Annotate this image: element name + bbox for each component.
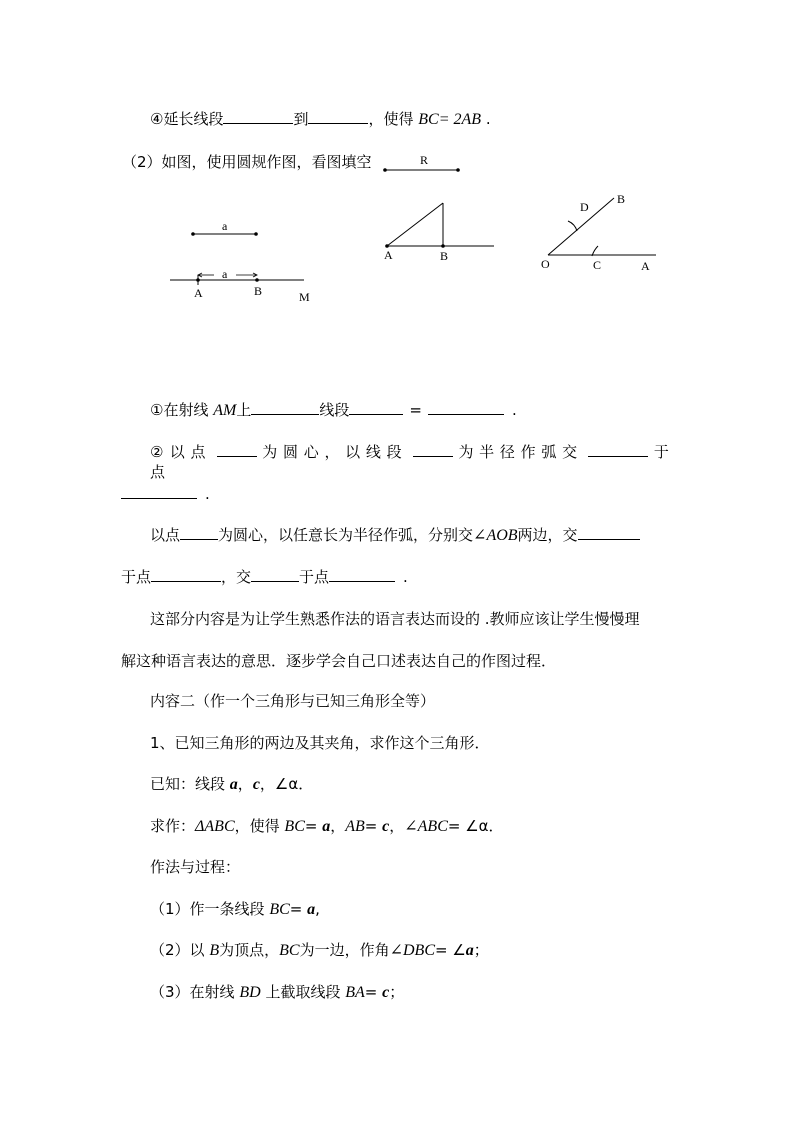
s3-prefix: （3）在射线: [150, 983, 235, 1001]
q1-line: [150, 400, 517, 421]
step4-mid: 到: [293, 110, 309, 128]
fig3-point-c: C: [593, 258, 602, 272]
part2-title-text: （2）如图，使用圆规作图，看图填空: [122, 153, 372, 171]
fig3-point-o: O: [541, 257, 550, 271]
fig3-point-b: B: [617, 192, 626, 206]
q3-blank-1[interactable]: [180, 525, 218, 540]
figure-1: [170, 219, 310, 304]
q3-blank-4[interactable]: [251, 567, 299, 582]
given-sep2: ，∠α．: [259, 775, 314, 793]
fig1-point-m: M: [299, 290, 310, 304]
s2-bc: BC: [279, 942, 300, 959]
q3-line2-prefix: 于点: [121, 568, 152, 586]
s2-mid2: 为一边，作角: [299, 941, 390, 959]
figure-3: [541, 192, 656, 273]
step4-suffix: ，使得: [368, 110, 414, 128]
q2-line2: [121, 484, 210, 504]
find-a: a: [322, 818, 331, 835]
s3-mid: 上截取线段: [265, 983, 341, 1001]
note-line-1: 这部分内容是为让学生熟悉作法的语言表达而设的 .教师应该让学生慢慢理: [150, 610, 640, 628]
q3-line2-mid2: 于点: [299, 568, 330, 586]
fig1-segment-label: a: [222, 219, 228, 233]
s3-eq: =: [364, 983, 383, 1001]
q2-c1: ②: [150, 443, 165, 461]
fig2-point-b: B: [440, 249, 449, 263]
q1-blank-2[interactable]: [349, 400, 403, 415]
q3-blank-5[interactable]: [329, 567, 395, 582]
q3-prefix: 以点: [150, 526, 181, 544]
q2-blank-4[interactable]: [121, 484, 197, 499]
s3-c: c: [382, 984, 390, 1001]
q1-ray: AM: [213, 402, 237, 419]
step4-prefix: ④延长线段: [150, 110, 224, 128]
s3-bd: BD: [239, 984, 261, 1001]
find-bc: BC: [284, 818, 305, 835]
q2-c3: 为圆心，以线段: [262, 443, 408, 461]
s1-prefix: （1）作一条线段: [150, 900, 265, 918]
fig1-point-b: B: [254, 284, 263, 298]
s1-end: ,: [315, 900, 320, 918]
q3-end: .: [403, 568, 408, 586]
find-c: c: [382, 818, 390, 835]
q3-line2: [121, 567, 408, 587]
q2-blank-3[interactable]: [588, 442, 648, 457]
find-sep2: ，: [330, 817, 346, 835]
q2-line: [150, 442, 674, 482]
s2-a: a: [465, 942, 474, 959]
step-1: [150, 899, 320, 920]
find-ab: AB: [345, 818, 365, 835]
s2-prefix: （2）以: [150, 941, 205, 959]
given-label: 已知：线段: [150, 775, 226, 793]
content2-given: [150, 774, 313, 795]
given-c: c: [252, 776, 260, 793]
fig1-point-a: A: [194, 286, 203, 300]
given-sep1: ，: [237, 775, 253, 793]
q1-end: .: [511, 401, 517, 419]
find-triangle: ΔABC: [195, 818, 235, 835]
content2-find: [150, 816, 504, 837]
q3-mid2: 两边，交: [517, 526, 578, 544]
q1-blank-3[interactable]: [428, 400, 504, 415]
q1-prefix: ①在射线: [150, 401, 209, 419]
s3-ba: BA: [345, 984, 365, 1001]
s2-eq: = ∠: [435, 941, 466, 959]
q2-blank-1[interactable]: [217, 442, 257, 457]
q3-mid: 为圆心，以任意长为半径作弧，分别交: [218, 526, 474, 544]
step-3: [150, 982, 404, 1003]
find-sep: ，使得: [234, 817, 280, 835]
step4-formula: BC= 2AB: [418, 111, 482, 128]
fig3-point-a: A: [641, 259, 650, 273]
s1-a: a: [307, 901, 316, 918]
s2-angle: ∠DBC: [389, 942, 435, 959]
note-line-2: 解这种语言表达的意思．逐步学会自己口述表达自己的作图过程．: [121, 652, 557, 670]
fig2-radius-label: R: [420, 153, 429, 167]
find-eq3: = ∠α．: [447, 817, 504, 835]
figures-svg: [0, 0, 794, 330]
given-a: a: [229, 776, 238, 793]
q1-mid2: 线段: [319, 401, 350, 419]
q1-eq: =: [409, 401, 422, 419]
content2-item1: 1、已知三角形的两边及其夹角，求作这个三角形．: [150, 734, 490, 752]
q3-line: [150, 525, 640, 546]
content2-title: 内容二（作一个三角形与已知三角形全等）: [150, 692, 436, 710]
step4-end: .: [485, 110, 491, 128]
find-label: 求作：: [150, 817, 196, 835]
q1-blank-1[interactable]: [251, 400, 319, 415]
figure-2: [383, 153, 494, 263]
s2-mid: 为顶点，: [219, 941, 280, 959]
q3-blank-2[interactable]: [578, 525, 640, 540]
q3-blank-3[interactable]: [151, 567, 221, 582]
find-sep3: ，: [389, 817, 405, 835]
fig2-point-a: A: [384, 248, 393, 262]
s1-bc: BC: [269, 901, 290, 918]
s2-b: B: [209, 942, 220, 959]
find-angle: ∠ABC: [404, 818, 448, 835]
q2-end: .: [205, 485, 210, 503]
q3-angle: ∠AOB: [473, 527, 518, 544]
s2-end: ；: [473, 941, 489, 959]
q1-mid: 上: [236, 401, 252, 419]
find-eq2: =: [364, 817, 383, 835]
q3-line2-mid: ，交: [221, 568, 252, 586]
find-eq1: =: [304, 817, 323, 835]
fig1-inner-label: a: [222, 267, 228, 281]
q2-blank-2[interactable]: [413, 442, 453, 457]
q2-c2: 以点: [169, 443, 212, 461]
q2-c4: 为半径作弧交: [458, 443, 583, 461]
method-title: 作法与过程：: [150, 858, 241, 876]
step-2: [150, 940, 489, 961]
s3-end: ；: [389, 983, 405, 1001]
s1-eq: =: [289, 900, 308, 918]
fig3-point-d: D: [580, 200, 589, 214]
q2-c5: 于点: [150, 443, 674, 481]
